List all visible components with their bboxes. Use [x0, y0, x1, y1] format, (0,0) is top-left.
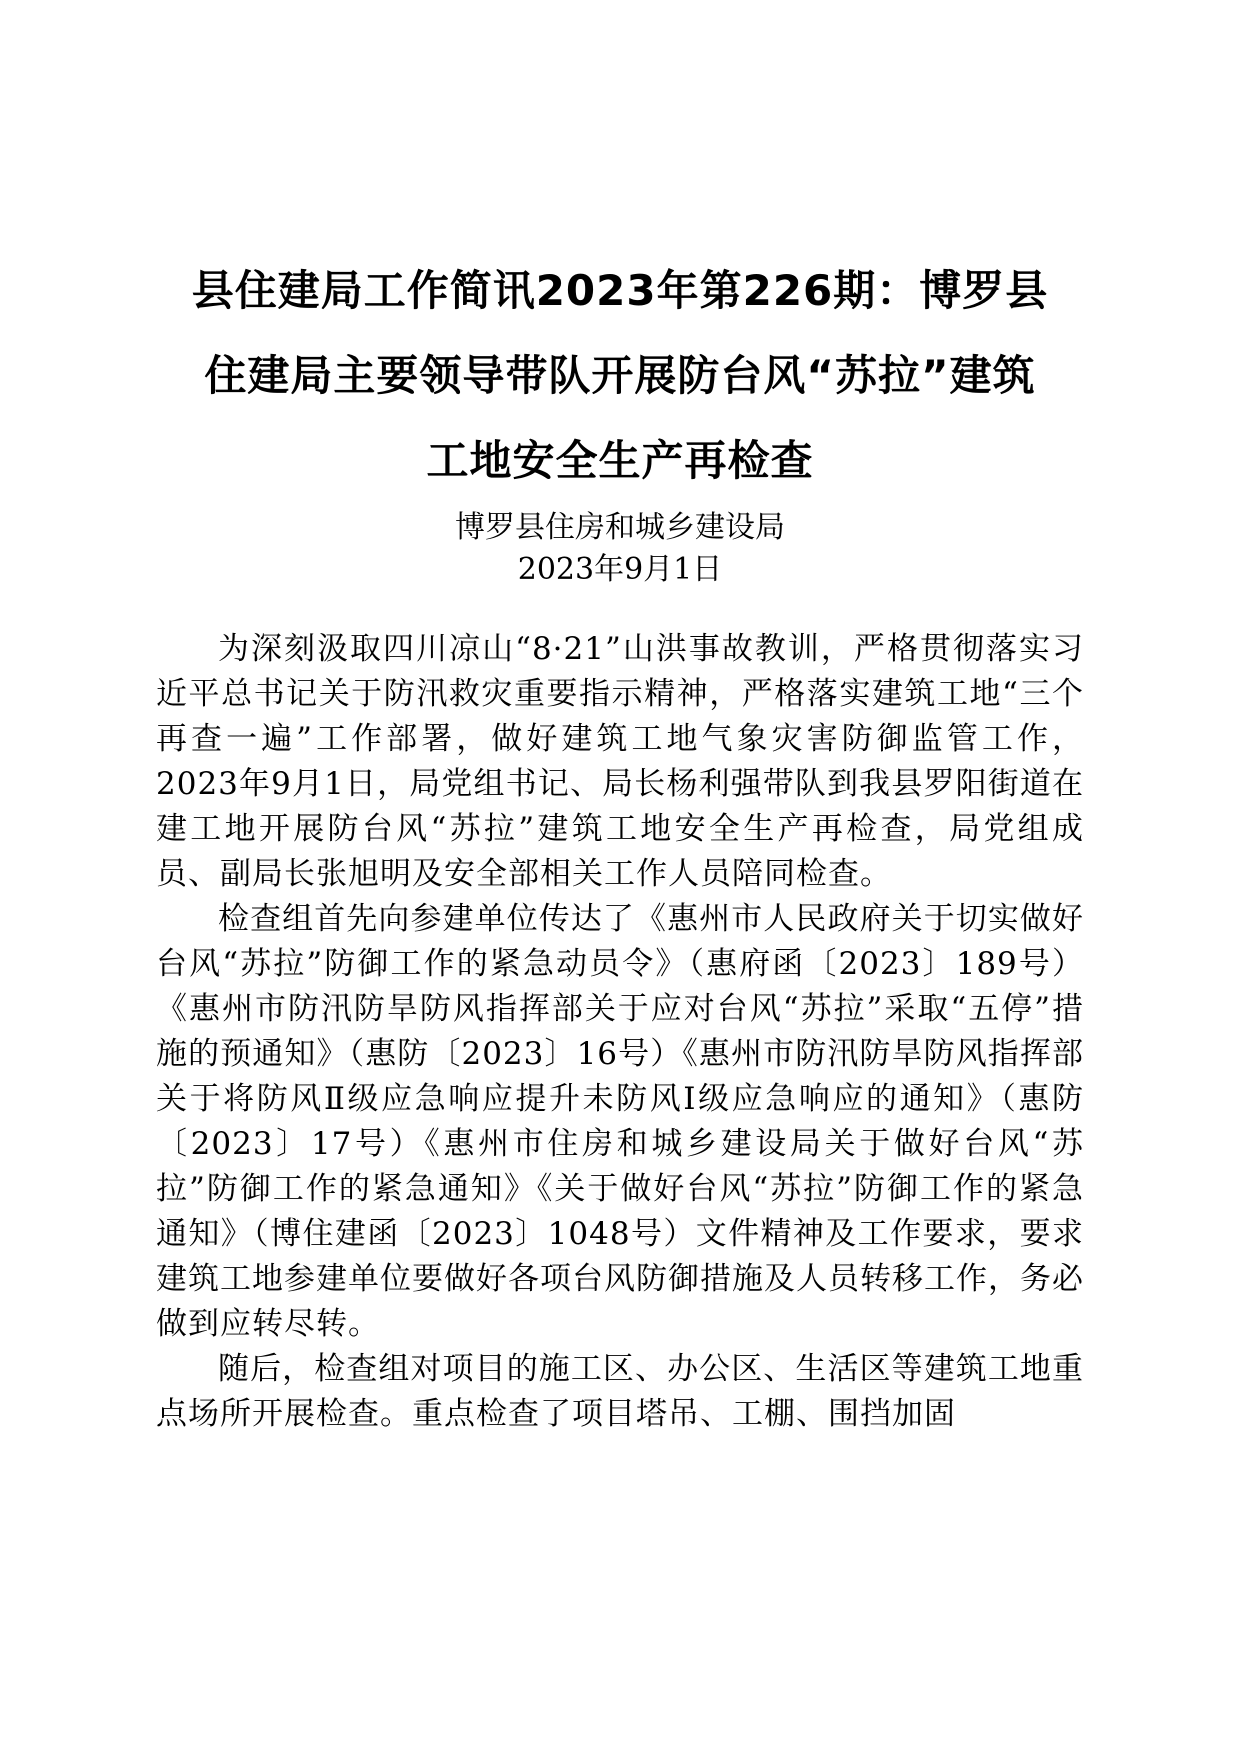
title-line-3: 工地安全生产再检查: [426, 436, 814, 485]
document-meta: [156, 507, 1084, 591]
paragraph-3: 随后，检查组对项目的施工区、办公区、生活区等建筑工地重点场所开展检查。重点检查了项目塔吊、工棚、围挡加固: [156, 1351, 1084, 1432]
document-title: [156, 248, 1084, 503]
document-page: [156, 248, 1084, 1437]
document-body: [156, 627, 1084, 1437]
title-line-1: 县住建局工作简讯2023年第226期：博罗县: [191, 266, 1049, 315]
issue-date: 2023年9月1日: [517, 552, 723, 587]
issuer-name: 博罗县住房和城乡建设局: [455, 510, 785, 545]
title-line-2: 住建局主要领导带队开展防台风“苏拉”建筑: [204, 351, 1036, 400]
paragraph-2: 检查组首先向参建单位传达了《惠州市人民政府关于切实做好台风“苏拉”防御工作的紧急动员令》（惠府函〔2023〕189号）《惠州市防汛防旱防风指挥部关于应对台风“苏拉”采取“五停”措施的预通知》（惠防〔2023〕16号）《惠州市防汛防旱防风指挥部关于将防风Ⅱ级应急响应提升未防风Ⅰ级应急响应的通知》（惠防〔2023〕17号）《惠州市住房和城乡建设局关于做好台风“苏拉”防御工作的紧急通知》《关于做好台风“苏拉”防御工作的紧急通知》（博住建函〔2023〕1048号）文件精神及工作要求，要求建筑工地参建单位要做好各项台风防御措施及人员转移工作，务必做到应转尽转。: [156, 901, 1084, 1342]
paragraph-1: 为深刻汲取四川凉山“8·21”山洪事故教训，严格贯彻落实习近平总书记关于防汛救灾重要指示精神，严格落实建筑工地“三个再查一遍”工作部署，做好建筑工地气象灾害防御监管工作，2023年9月1日，局党组书记、局长杨利强带队到我县罗阳街道在建工地开展防台风“苏拉”建筑工地安全生产再检查，局党组成员、副局长张旭明及安全部相关工作人员陪同检查。: [156, 631, 1084, 892]
